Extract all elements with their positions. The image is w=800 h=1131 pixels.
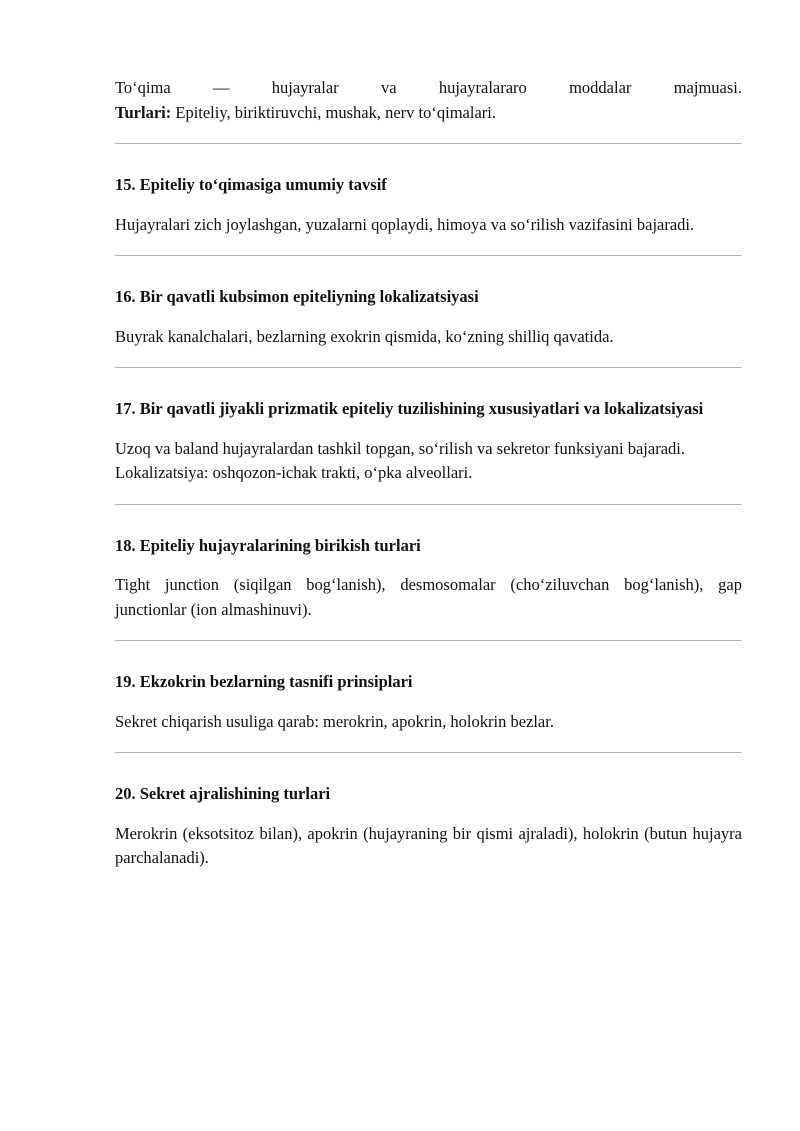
section-15 xyxy=(115,173,742,256)
section-heading: 17. Bir qavatli jiyakli prizmatik epiteliy tuzilishining xususiyatlari va lokalizatsiyasi xyxy=(115,399,704,418)
document-page xyxy=(115,76,742,871)
section-heading: 20. Sekret ajralishining turlari xyxy=(115,784,331,803)
section-16 xyxy=(115,285,742,368)
section-heading: 18. Epiteliy hujayralarining birikish turlari xyxy=(115,535,421,555)
intro-definition: To‘qima — hujayralar va hujayralararo moddalar majmuasi. xyxy=(115,78,742,97)
section-body: Hujayralari zich joylashgan, yuzalarni qoplaydi, himoya va so‘rilish vazifasini bajaradi. xyxy=(115,214,695,234)
section-body: Merokrin (eksotsitoz bilan), apokrin (hujayraning bir qismi ajraladi), holokrin (butun hujayra parchalanadi). xyxy=(115,823,742,867)
section-heading: 16. Bir qavatli kubsimon epiteliyning lokalizatsiyasi xyxy=(115,287,479,306)
section-17 xyxy=(115,397,742,505)
section-body: Buyrak kanalchalari, bezlarning exokrin qismida, ko‘zning shilliq qavatida. xyxy=(115,326,614,346)
section-body: Sekret chiqarish usuliga qarab: merokrin, apokrin, holokrin bezlar. xyxy=(115,711,554,731)
intro-types xyxy=(115,101,742,126)
intro-block xyxy=(115,76,742,125)
types-text: Epiteliy, biriktiruvchi, mushak, nerv to‘qimalari. xyxy=(171,102,496,122)
section-heading: 15. Epiteliy to‘qimasiga umumiy tavsif xyxy=(115,175,387,194)
section-19 xyxy=(115,670,742,753)
section-body-localization: Lokalizatsiya: oshqozon-ichak trakti, o‘pka alveollari. xyxy=(115,463,473,482)
section-divider xyxy=(115,255,742,256)
section-body: Tight junction (siqilgan bog‘lanish), desmosomalar (cho‘ziluvchan bog‘lanish), gap junctionlar (ion almashinuvi). xyxy=(115,575,742,619)
section-18 xyxy=(115,534,742,642)
section-divider xyxy=(115,367,742,368)
types-label: Turlari: xyxy=(115,102,172,122)
section-divider xyxy=(115,143,742,144)
section-heading: 19. Ekzokrin bezlarning tasnifi prinsiplari xyxy=(115,672,413,691)
section-20 xyxy=(115,782,742,871)
section-body: Uzoq va baland hujayralardan tashkil topgan, so‘rilish va sekretor funksiyani bajaradi. xyxy=(115,438,685,458)
section-divider xyxy=(115,752,742,753)
section-divider xyxy=(115,504,742,505)
section-divider xyxy=(115,640,742,641)
